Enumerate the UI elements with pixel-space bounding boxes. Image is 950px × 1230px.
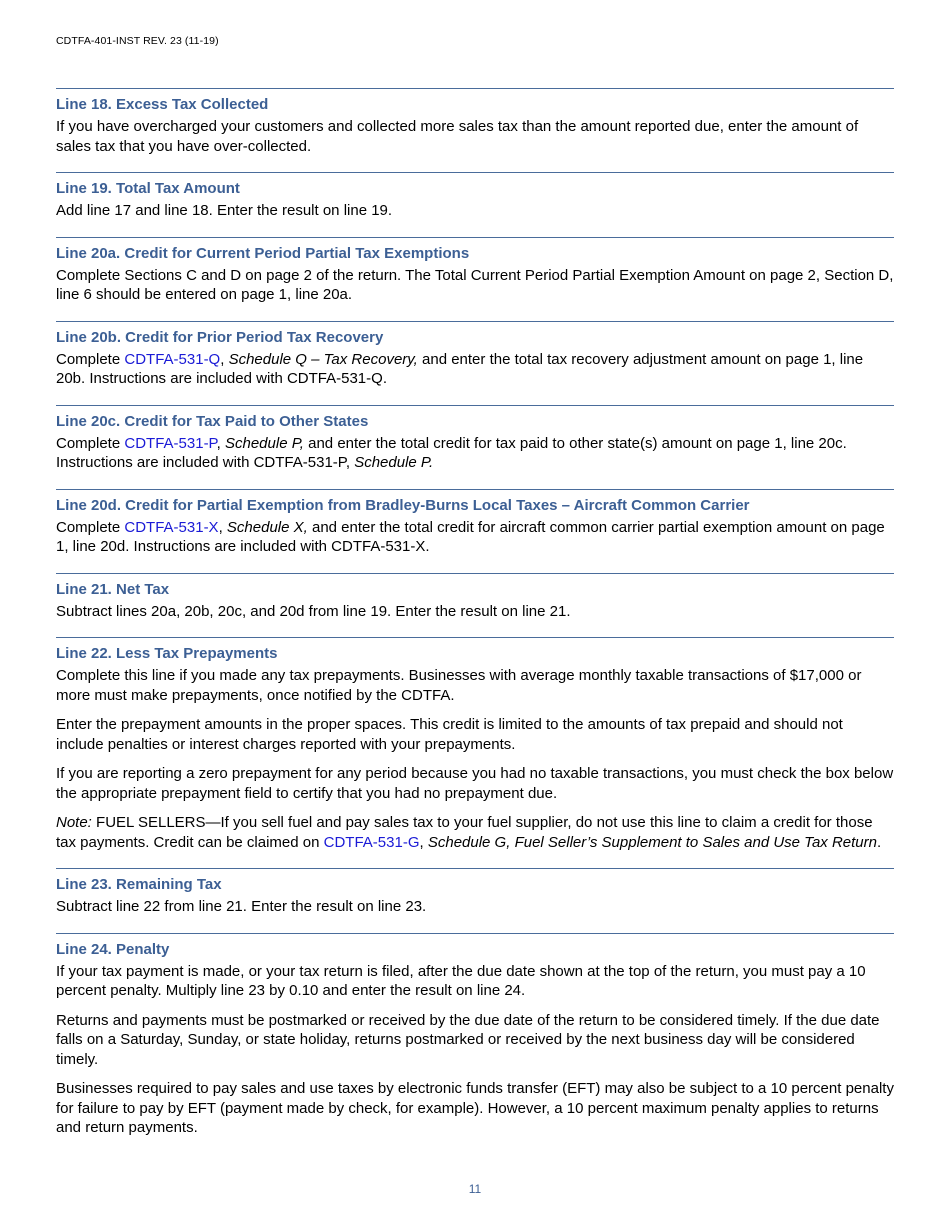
section-line-19: [56, 172, 894, 221]
section-heading: Line 23. Remaining Tax: [56, 876, 222, 893]
schedule-title: Schedule X,: [226, 518, 308, 536]
text: FUEL SELLERS—If you sell fuel and pay sales tax to your fuel supplier, do not use this line to claim a credit for those tax payments. Credit can be claimed on: [56, 814, 873, 851]
form-id: CDTFA-401-INST REV. 23 (11-19): [56, 35, 219, 47]
section-line-20b: [56, 321, 894, 389]
paragraph: [56, 350, 894, 389]
paragraph: Add line 17 and line 18. Enter the result on line 19.: [56, 202, 393, 219]
paragraph: Complete this line if you made any tax prepayments. Businesses with average monthly taxable transactions of $17,000 or more must make prepayments, once notified by the CDTFA.: [56, 667, 862, 704]
page-number: 11: [468, 1182, 482, 1196]
section-heading: Line 20d. Credit for Partial Exemption from Bradley-Burns Local Taxes – Aircraft Common Carrier: [56, 496, 750, 514]
section-line-20d: [56, 489, 894, 557]
section-heading: Line 19. Total Tax Amount: [56, 180, 240, 197]
text: and enter the total tax recovery adjustment amount on page 1, line 20b. Instructions are included with CDTFA-531-Q.: [56, 350, 864, 387]
section-heading: Line 22. Less Tax Prepayments: [56, 645, 278, 662]
text: .: [877, 833, 882, 851]
section-heading: Line 20b. Credit for Prior Period Tax Recovery: [56, 328, 384, 346]
section-line-21: [56, 573, 894, 622]
paragraph: [56, 434, 894, 473]
paragraph: Subtract line 22 from line 21. Enter the result on line 23.: [56, 898, 427, 915]
schedule-title: Schedule P.: [354, 454, 434, 471]
paragraph: Complete Sections C and D on page 2 of the return. The Total Current Period Partial Exemption Amount on page 2, Section D, line 6 should be entered on page 1, line 20a.: [56, 266, 894, 303]
paragraph: If you are reporting a zero prepayment for any period because you had no taxable transactions, you must check the box below the appropriate prepayment field to certify that you had no prepayment due.: [56, 765, 894, 802]
section-heading: Line 20c. Credit for Tax Paid to Other States: [56, 412, 369, 430]
schedule-title: Schedule Q – Tax Recovery,: [228, 350, 418, 368]
note-label: Note:: [56, 814, 92, 831]
text: Complete: [56, 518, 125, 536]
paragraph: [56, 518, 894, 557]
section-heading: Line 21. Net Tax: [56, 580, 170, 598]
section-line-20a: [56, 237, 894, 305]
paragraph: Returns and payments must be postmarked or received by the due date of the return to be considered timely. If the due date falls on a Saturday, Sunday, or state holiday, returns postmarked or received by the next business day will be considered timely.: [56, 1011, 880, 1068]
text: Complete: [56, 350, 125, 368]
section-line-22: [56, 637, 894, 852]
cdtfa-531-p-link[interactable]: CDTFA-531-P: [124, 434, 217, 452]
cdtfa-531-x-link[interactable]: CDTFA-531-X: [124, 518, 219, 536]
text: Complete: [56, 434, 125, 452]
paragraph: Enter the prepayment amounts in the proper spaces. This credit is limited to the amounts of tax prepaid and should not include penalties or interest charges reported with your prepayments.: [56, 716, 843, 753]
section-line-18: [56, 88, 894, 156]
schedule-title: Schedule G, Fuel Seller’s Supplement to Sales and Use Tax Return: [427, 833, 877, 851]
instructions-body: [56, 88, 894, 1154]
text: and enter the total credit for tax paid to other state(s) amount on page 1, line 20c. Instructions are included with CDTFA-531-P,: [56, 434, 847, 471]
section-line-20c: [56, 405, 894, 473]
section-heading: Line 18. Excess Tax Collected: [56, 96, 269, 113]
section-line-23: [56, 868, 894, 917]
section-heading: Line 24. Penalty: [56, 940, 170, 958]
text: ,: [220, 350, 229, 368]
schedule-title: Schedule P,: [224, 434, 304, 452]
text: and enter the total credit for aircraft common carrier partial exemption amount on page 1, line 20d. Instructions are included with CDTFA-531-X.: [56, 518, 885, 555]
section-line-24: [56, 933, 894, 1138]
text: ,: [216, 434, 225, 452]
paragraph: Subtract lines 20a, 20b, 20c, and 20d from line 19. Enter the result on line 21.: [56, 602, 571, 620]
paragraph: If you have overcharged your customers and collected more sales tax than the amount reported due, enter the amount of sales tax that you have over-collected.: [56, 118, 859, 155]
section-heading: Line 20a. Credit for Current Period Partial Tax Exemptions: [56, 244, 470, 262]
paragraph: If your tax payment is made, or your tax return is filed, after the due date shown at the top of the return, you must pay a 10 percent penalty. Multiply line 23 by 0.10 and enter the result on line 24.: [56, 962, 866, 999]
cdtfa-531-q-link[interactable]: CDTFA-531-Q: [124, 350, 221, 368]
cdtfa-531-g-link[interactable]: CDTFA-531-G: [323, 833, 420, 851]
text: ,: [218, 518, 227, 536]
paragraph: Businesses required to pay sales and use taxes by electronic funds transfer (EFT) may also be subject to a 10 percent penalty for failure to pay by EFT (payment made by check, for example). However, a 10 percent maximum penalty applies to returns and return payments.: [56, 1080, 894, 1136]
note-paragraph: [56, 813, 894, 852]
text: ,: [419, 833, 428, 851]
